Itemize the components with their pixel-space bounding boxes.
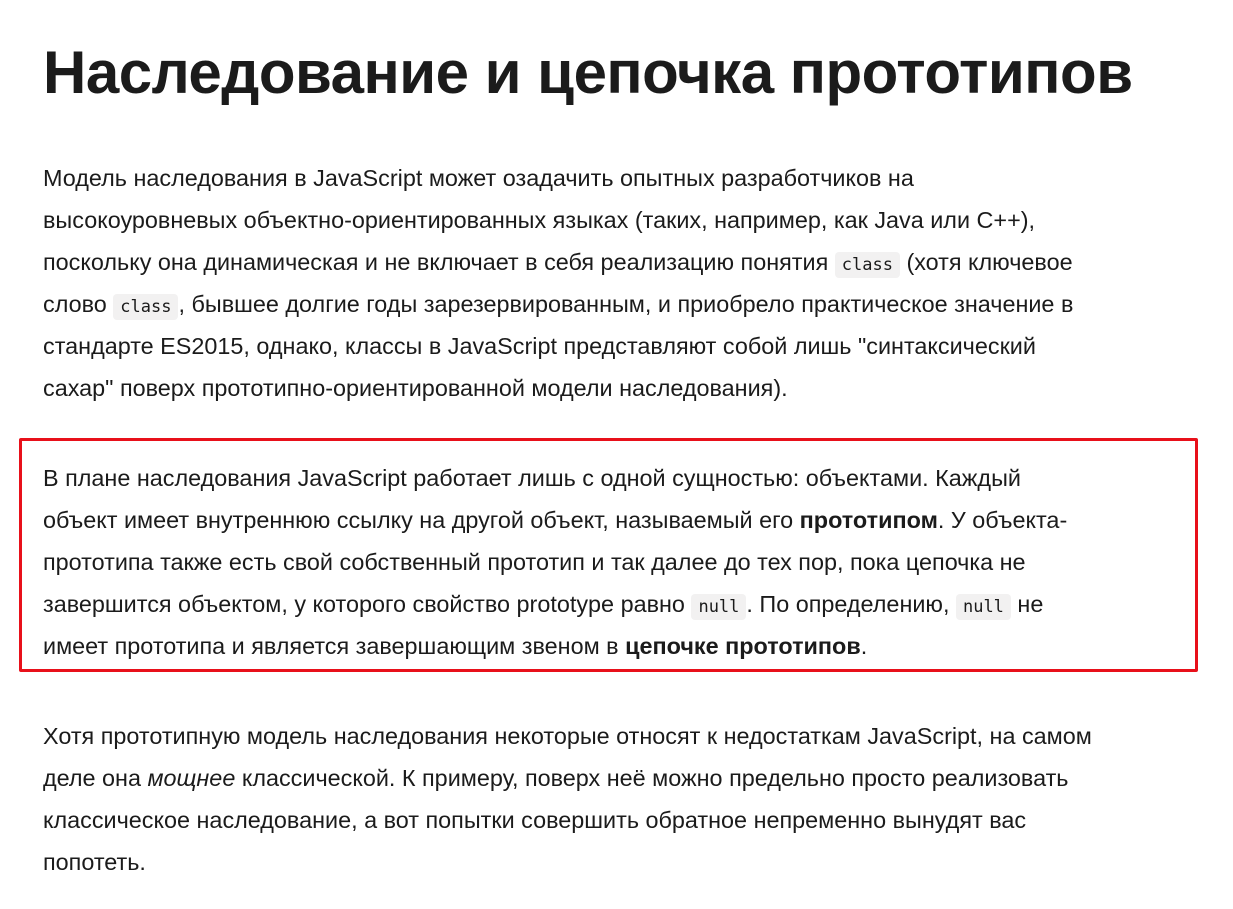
text-line [43,283,1203,325]
inline-code-null: null [956,594,1011,620]
inline-code-null: null [691,594,746,620]
text-fragment: (хотя ключевое [906,249,1073,275]
inline-code-class: class [113,294,178,320]
text-line: попотеть. [43,849,146,875]
inline-code-class: class [835,252,900,278]
text-fragment: . У объекта- [937,507,1068,533]
text-fragment: имеет прототипа и является завершающим звеном в [43,633,619,659]
text-fragment: , бывшее долгие годы зарезервированным, и приобрело практическое значение в [178,291,1074,317]
text-line: прототипа также есть свой собственный прототип и так далее до тех пор, пока цепочка не [43,549,1026,575]
text-line [43,625,1203,667]
intro-paragraph [43,157,1203,409]
bold-term-prototype-chain: цепочке прототипов [625,633,861,659]
text-fragment: не [1017,591,1044,617]
text-line: высокоуровневых объектно-ориентированных языках (таких, например, как Java или C++), [43,207,1036,233]
closing-paragraph [43,715,1213,883]
italic-emphasis: мощнее [147,765,236,791]
text-fragment: . По определению, [746,591,950,617]
text-line [43,499,1203,541]
text-fragment: . [860,633,868,659]
text-fragment: поскольку она динамическая и не включает в себя реализацию понятия [43,249,829,275]
highlighted-paragraph [43,457,1203,667]
text-line: Хотя прототипную модель наследования некоторые относят к недостаткам JavaScript, на самом [43,723,1092,749]
text-fragment: завершится объектом, у которого свойство prototype равно [43,591,685,617]
page-title: Наследование и цепочка прототипов [43,39,1133,106]
text-line: стандарте ES2015, однако, классы в JavaScript представляют собой лишь "синтаксический [43,333,1036,359]
text-fragment: классической. К примеру, поверх неё можно предельно просто реализовать [241,765,1069,791]
text-fragment: слово [43,291,107,317]
text-line: сахар" поверх прототипно-ориентированной модели наследования). [43,375,788,401]
bold-term-prototype: прототипом [799,507,938,533]
text-fragment: объект имеет внутреннюю ссылку на другой объект, называемый его [43,507,794,533]
text-line [43,757,1213,799]
text-line: классическое наследование, а вот попытки совершить обратное непременно вынудят вас [43,807,1027,833]
text-line [43,583,1203,625]
text-fragment: деле она [43,765,141,791]
text-line: В плане наследования JavaScript работает лишь с одной сущностью: объектами. Каждый [43,465,1021,491]
text-line [43,241,1203,283]
text-line: Модель наследования в JavaScript может озадачить опытных разработчиков на [43,165,914,191]
